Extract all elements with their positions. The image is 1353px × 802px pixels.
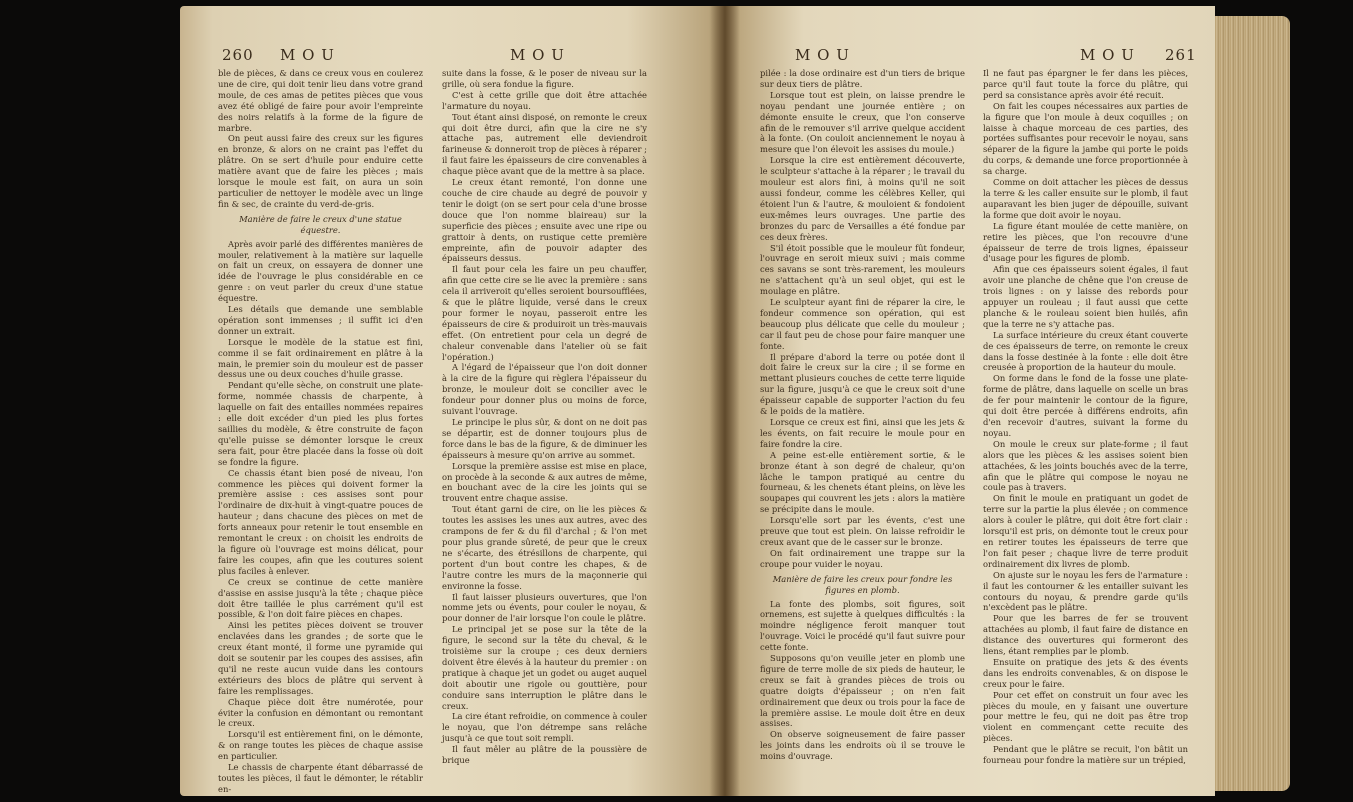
paragraph: On observe soigneusement de faire passer les joints dans les endroits où il se trouve le moins d'ouvrage.: [760, 729, 965, 762]
left-page-header-right: M O U: [510, 46, 565, 64]
right-page: [725, 6, 1215, 796]
right-page-number: 261: [1165, 46, 1197, 64]
paragraph: La fonte des plombs, soit figures, soit ornemens, est sujette à quelques difficultés : la moindre négligence feroit manquer tout l'ouvrage. Voici le procédé qu'il faut suivre pour cette fonte.: [760, 598, 965, 653]
paragraph: Afin que ces épaisseurs soient égales, il faut avoir une planche de chêne que l'on creuse de trois lignes : on y laisse des rebords pour appuyer un rouleau ; il faut aussi que cette planche & le rouleau soient bien huilés, afin que la terre ne s'y attache pas.: [983, 264, 1188, 329]
paragraph: Lorsqu'il est entièrement fini, on le démonte, & on range toutes les pièces de chaque assise en particulier.: [218, 729, 423, 762]
paragraph: Il ne faut pas épargner le fer dans les pièces, parce qu'il faut toute la force du plâtre, qui perd sa consistance après avoir été recuit.: [983, 68, 1188, 100]
paragraph: Le sculpteur ayant fini de réparer la cire, le fondeur commence son opération, qui est beaucoup plus délicate que celle du mouleur ; car il faut peu de chose pour faire manquer une fonte.: [760, 297, 965, 351]
paragraph: Tout étant garni de cire, on lie les pièces & toutes les assises les unes aux autres, avec des crampons de fer & du fil d'archal ; & l'on met pour plus grande sûreté, de peur que le creux ne s'écarte, des étrésillons de charpente, qui portent d'un bout contre les chapes, & de l'autre contre les murs de la maçonnerie qui environne la fosse.: [442, 504, 647, 591]
paragraph: Lorsque le modèle de la statue est fini, comme il se fait ordinairement en plâtre à la main, le premier soin du mouleur est de passer dessus une ou deux couches d'huile grasse.: [218, 336, 423, 380]
section-heading: Manière de faire le creux d'une statue équestre.: [239, 213, 402, 235]
paragraph: La cire étant refroidie, on commence à couler le noyau, que l'on détrempe sans relâche jusqu'à ce que tout soit rempli.: [442, 711, 647, 744]
left-page-column-1: [218, 68, 423, 794]
paragraph: Lorsque la cire est entièrement découverte, le sculpteur s'attache à la réparer ; le travail du mouleur est alors fini, à moins qu'il ne soit aussi fondeur, comme les célèbres Keller, qui étoient l'un & l'autre, & mouloient & fondoient eux-mêmes leurs ouvrages. Une partie des bronzes du parc de Versailles a été fondue par ces deux frères.: [760, 155, 965, 242]
paragraph: S'il étoit possible que le mouleur fût fondeur, l'ouvrage en seroit mieux suivi ; mais comme ces savans se sont très-rarement, les mouleurs ne s'attachent qu'à un seul objet, qui est le moulage en plâtre.: [760, 242, 965, 297]
paragraph: Le chassis de charpente étant débarrassé de toutes les pièces, il faut le démonter, le rétablir en-: [218, 762, 423, 794]
left-page: [180, 6, 725, 796]
paragraph: Ce creux se continue de cette manière d'assise en assise jusqu'à la tête ; chaque pièce doit être taillée le plus carrément qu'il est possible, & l'on doit faire pièces en chapes.: [218, 576, 423, 620]
right-page-header-left: M O U: [795, 46, 850, 64]
paragraph: Supposons qu'on veuille jeter en plomb une figure de terre molle de six pieds de hauteur, le creux se fait à grandes pièces de trois ou quatre doigts d'épaisseur ; on n'en fait ordinairement que deux ou trois pour la face de la première assise. Le moule doit être en deux assises.: [760, 653, 965, 729]
page-edges: [1215, 16, 1290, 791]
paragraph: Il faut mêler au plâtre de la poussière de brique: [442, 744, 647, 766]
open-book: [180, 6, 1290, 796]
paragraph: Lorsqu'elle sort par les évents, c'est une preuve que tout est plein. On laisse refroidir le creux avant que de le casser sur le bronze.: [760, 515, 965, 547]
paragraph: C'est à cette grille que doit être attachée l'armature du noyau.: [442, 89, 647, 111]
paragraph: Tout étant ainsi disposé, on remonte le creux qui doit être durci, afin que la cire ne s'y attache pas, autrement elle deviendroit farineuse & donneroit trop de pièces à réparer ; il faut faire les épaisseurs de cire convenables à chaque pièce avant que de la mettre à sa place.: [442, 111, 647, 177]
section-heading: Manière de faire les creux pour fondre les figures en plomb.: [772, 573, 953, 595]
right-page-header-right: M O U: [1080, 46, 1135, 64]
paragraph: Ce chassis étant bien posé de niveau, l'on commence les pièces qui doivent former la première assise : ces assises sont pour l'ordinaire de dix-huit à vingt-quatre pouces de hauteur ; dans chacune des pièces on met de forts anneaux pour retenir le tout ensemble en remontant le creux : on choisit les endroits de la figure où l'ouvrage est moins délicat, pour faire les coupes, afin que les coutures soient plus faciles à enlever.: [218, 467, 423, 576]
paragraph: ble de pièces, & dans ce creux vous en coulerez une de cire, qui doit tenir lieu dans votre grand moule, de ces amas de petites pièces que vous avez été obligé de faire pour avoir l'empreinte des noirs relatifs à la forme de la figure de marbre.: [218, 68, 423, 133]
paragraph: La surface intérieure du creux étant couverte de ces épaisseurs de terre, on remonte le creux dans la fosse destinée à la fonte : elle doit être creusée à proportion de la hauteur du moule.: [983, 329, 1188, 373]
paragraph: Le principal jet se pose sur la tête de la figure, le second sur la tête du cheval, & le troisième sur la croupe ; ces deux derniers doivent être élevés à la hauteur du premier : on pratique à chaque jet un godet ou auget auquel doit aboutir une rigole ou gouttière, pour conduire sans interruption le plâtre dans le creux.: [442, 624, 647, 711]
paragraph: Il faut pour cela les faire un peu chauffer, afin que cette cire se lie avec la première : sans cela il arriveroit qu'elles seroient boursoufflées, & que le plâtre liquide, versé dans le creux pour former le noyau, passeroit entre les épaisseurs de cire & produiroit un très-mauvais effet. (On entretient pour cela un degré de chaleur convenable dans l'atelier où se fait l'opération.): [442, 264, 647, 362]
paragraph: On moule le creux sur plate-forme ; il faut alors que les pièces & les assises soient bien attachées, & les joints bouchés avec de la terre, afin que le plâtre qui compose le noyau ne coule pas à travers.: [983, 438, 1188, 493]
paragraph: A peine est-elle entièrement sortie, & le bronze étant à son degré de chaleur, qu'on lâche le tampon pratiqué au centre du fourneau, & les chenets étant pleins, on lève les soupapes qui couvrent les jets : alors la matière se précipite dans le moule.: [760, 449, 965, 515]
paragraph: Lorsque tout est plein, on laisse prendre le noyau pendant une journée entière ; on démonte ensuite le creux, que l'on conserve afin de le remouver s'il arrive quelque accident à la fonte. (On couloit anciennement le noyau à mesure que l'on élevoit les assises du moule.): [760, 89, 965, 155]
paragraph: Ainsi les petites pièces doivent se trouver enclavées dans les grandes ; de sorte que le creux étant monté, il forme une pyramide qui doit se soutenir par les coupes des assises, afin qu'il ne reste aucun vuide dans les contours extérieurs des blocs de plâtre qui servent à faire les remplissages.: [218, 620, 423, 696]
paragraph: Après avoir parlé des différentes manières de mouler, relativement à la matière sur laquelle on fait un creux, on essayera de donner une idée de l'ouvrage le plus considérable en ce genre : on veut parler du creux d'une statue équestre.: [218, 238, 423, 304]
paragraph: Chaque pièce doit être numérotée, pour éviter la confusion en démontant ou remontant le creux.: [218, 696, 423, 729]
paragraph: Il prépare d'abord la terre ou potée dont il doit faire le creux sur la cire ; il se forme en mettant plusieurs couches de cette terre liquide sur la figure, jusqu'à ce que le creux soit d'une épaisseur capable de supporter l'action du feu & le poids de la matière.: [760, 351, 965, 417]
paragraph: Ensuite on pratique des jets & des évents dans les endroits convenables, & on dispose le creux pour le faire.: [983, 656, 1188, 689]
paragraph: Pendant qu'elle sèche, on construit une plate-forme, nommée chassis de charpente, à laquelle on fait des entailles nommées repaires : elle doit excéder d'un pied les plus fortes saillies du modèle, & être construite de façon qu'elle puisse se démonter lorsque le creux sera fait, pour être placée dans la fosse où doit se fondre la figure.: [218, 380, 423, 467]
paragraph: Les détails que demande une semblable opération sont immenses ; il suffit ici d'en donner un extrait.: [218, 304, 423, 336]
paragraph: Lorsque ce creux est fini, ainsi que les jets & les évents, on fait recuire le moule pour en faire fondre la cire.: [760, 417, 965, 449]
paragraph: Pour cet effet on construit un four avec les pièces du moule, en y faisant une ouverture pour mettre le feu, qui ne doit pas être trop violent en commençant cette recuite des pièces.: [983, 689, 1188, 744]
right-page-column-1: [760, 68, 965, 786]
left-page-column-2: [442, 68, 647, 786]
paragraph: suite dans la fosse, & le poser de niveau sur la grille, où sera fondue la figure.: [442, 68, 647, 89]
paragraph: Pour que les barres de fer se trouvent attachées au plomb, il faut faire de distance en distance des ouvertures qui formeront des liens, étant remplies par le plomb.: [983, 613, 1188, 657]
paragraph: On finit le moule en pratiquant un godet de terre sur la partie la plus élevée ; on commence alors à couler le plâtre, qui doit être fort clair : lorsqu'il est pris, on démonte tout le creux pour en retirer toutes les épaisseurs de terre que l'on fait peser ; chaque livre de terre produit ordinairement dix livres de plomb.: [983, 493, 1188, 569]
left-page-header-left: M O U: [280, 46, 335, 64]
paragraph: Le creux étant remonté, l'on donne une couche de cire chaude au degré de pouvoir y tenir le doigt (on se sert pour cela d'une brosse douce que l'on nomme blaireau) sur la superficie des pièces ; ensuite avec une ripe ou grattoir à dents, on rustique cette première empreinte, afin de pouvoir adapter des épaisseurs dessus.: [442, 177, 647, 264]
paragraph: Pendant que le plâtre se recuit, l'on bâtit un fourneau pour fondre la matière sur un trépied,: [983, 744, 1188, 766]
paragraph: On fait les coupes nécessaires aux parties de la figure que l'on moule à deux coquilles ; on laisse à chaque morceau de ces parties, des portées suffisantes pour recevoir le noyau, sans séparer de la figure la jambe qui porte le poids du corps, & demande une force proportionnée à sa charge.: [983, 100, 1188, 177]
paragraph: Lorsque la première assise est mise en place, on procède à la seconde & aux autres de même, en bouchant avec de la cire les joints qui se trouvent entre chaque assise.: [442, 460, 647, 504]
paragraph: Le principe le plus sûr, & dont on ne doit pas se départir, est de donner toujours plus de force dans le bas de la figure, & de diminuer les épaisseurs à mesure qu'on arrive au sommet.: [442, 417, 647, 460]
book-spine: [710, 6, 740, 796]
paragraph: On peut aussi faire des creux sur les figures en bronze, & alors on ne craint pas l'effet du plâtre. On se sert d'huile pour enduire cette matière avant que de faire les pièces ; mais lorsque le moule est fait, on aura un soin particulier de nettoyer le modèle avec un linge fin & sec, de crainte du verd-de-gris.: [218, 133, 423, 209]
paragraph: Il faut laisser plusieurs ouvertures, que l'on nomme jets ou évents, pour couler le noyau, & pour donner de l'air lorsque l'on coule le plâtre.: [442, 591, 647, 624]
paragraph: Comme on doit attacher les pièces de dessus la terre & les caller ensuite sur le plomb, il faut auparavant les bien juger de dépouille, suivant la forme que doit avoir le noyau.: [983, 177, 1188, 220]
paragraph: On fait ordinairement une trappe sur la croupe pour vuider le noyau.: [760, 547, 965, 569]
paragraph: A l'égard de l'épaisseur que l'on doit donner à la cire de la figure qui règlera l'épaisseur du bronze, le mouleur doit se concilier avec le fondeur pour donner plus ou moins de force, suivant l'ouvrage.: [442, 362, 647, 417]
paragraph: La figure étant moulée de cette manière, on retire les pièces, que l'on recouvre d'une épaisseur de terre de trois lignes, épaisseur d'usage pour les figures de plomb.: [983, 220, 1188, 264]
paragraph: On forme dans le fond de la fosse une plate-forme de plâtre, dans laquelle on scelle un bras de fer pour maintenir le contour de la figure, qui doit être percée à différens endroits, afin d'en recevoir d'autres, suivant la forme du noyau.: [983, 373, 1188, 438]
left-page-number: 260: [222, 46, 254, 64]
paragraph: pilée : la dose ordinaire est d'un tiers de brique sur deux tiers de plâtre.: [760, 68, 965, 89]
right-page-column-2: [983, 68, 1188, 786]
paragraph: On ajuste sur le noyau les fers de l'armature : il faut les contourner & les entailler suivant les contours du noyau, & prendre garde qu'ils n'excèdent pas le plâtre.: [983, 569, 1188, 613]
